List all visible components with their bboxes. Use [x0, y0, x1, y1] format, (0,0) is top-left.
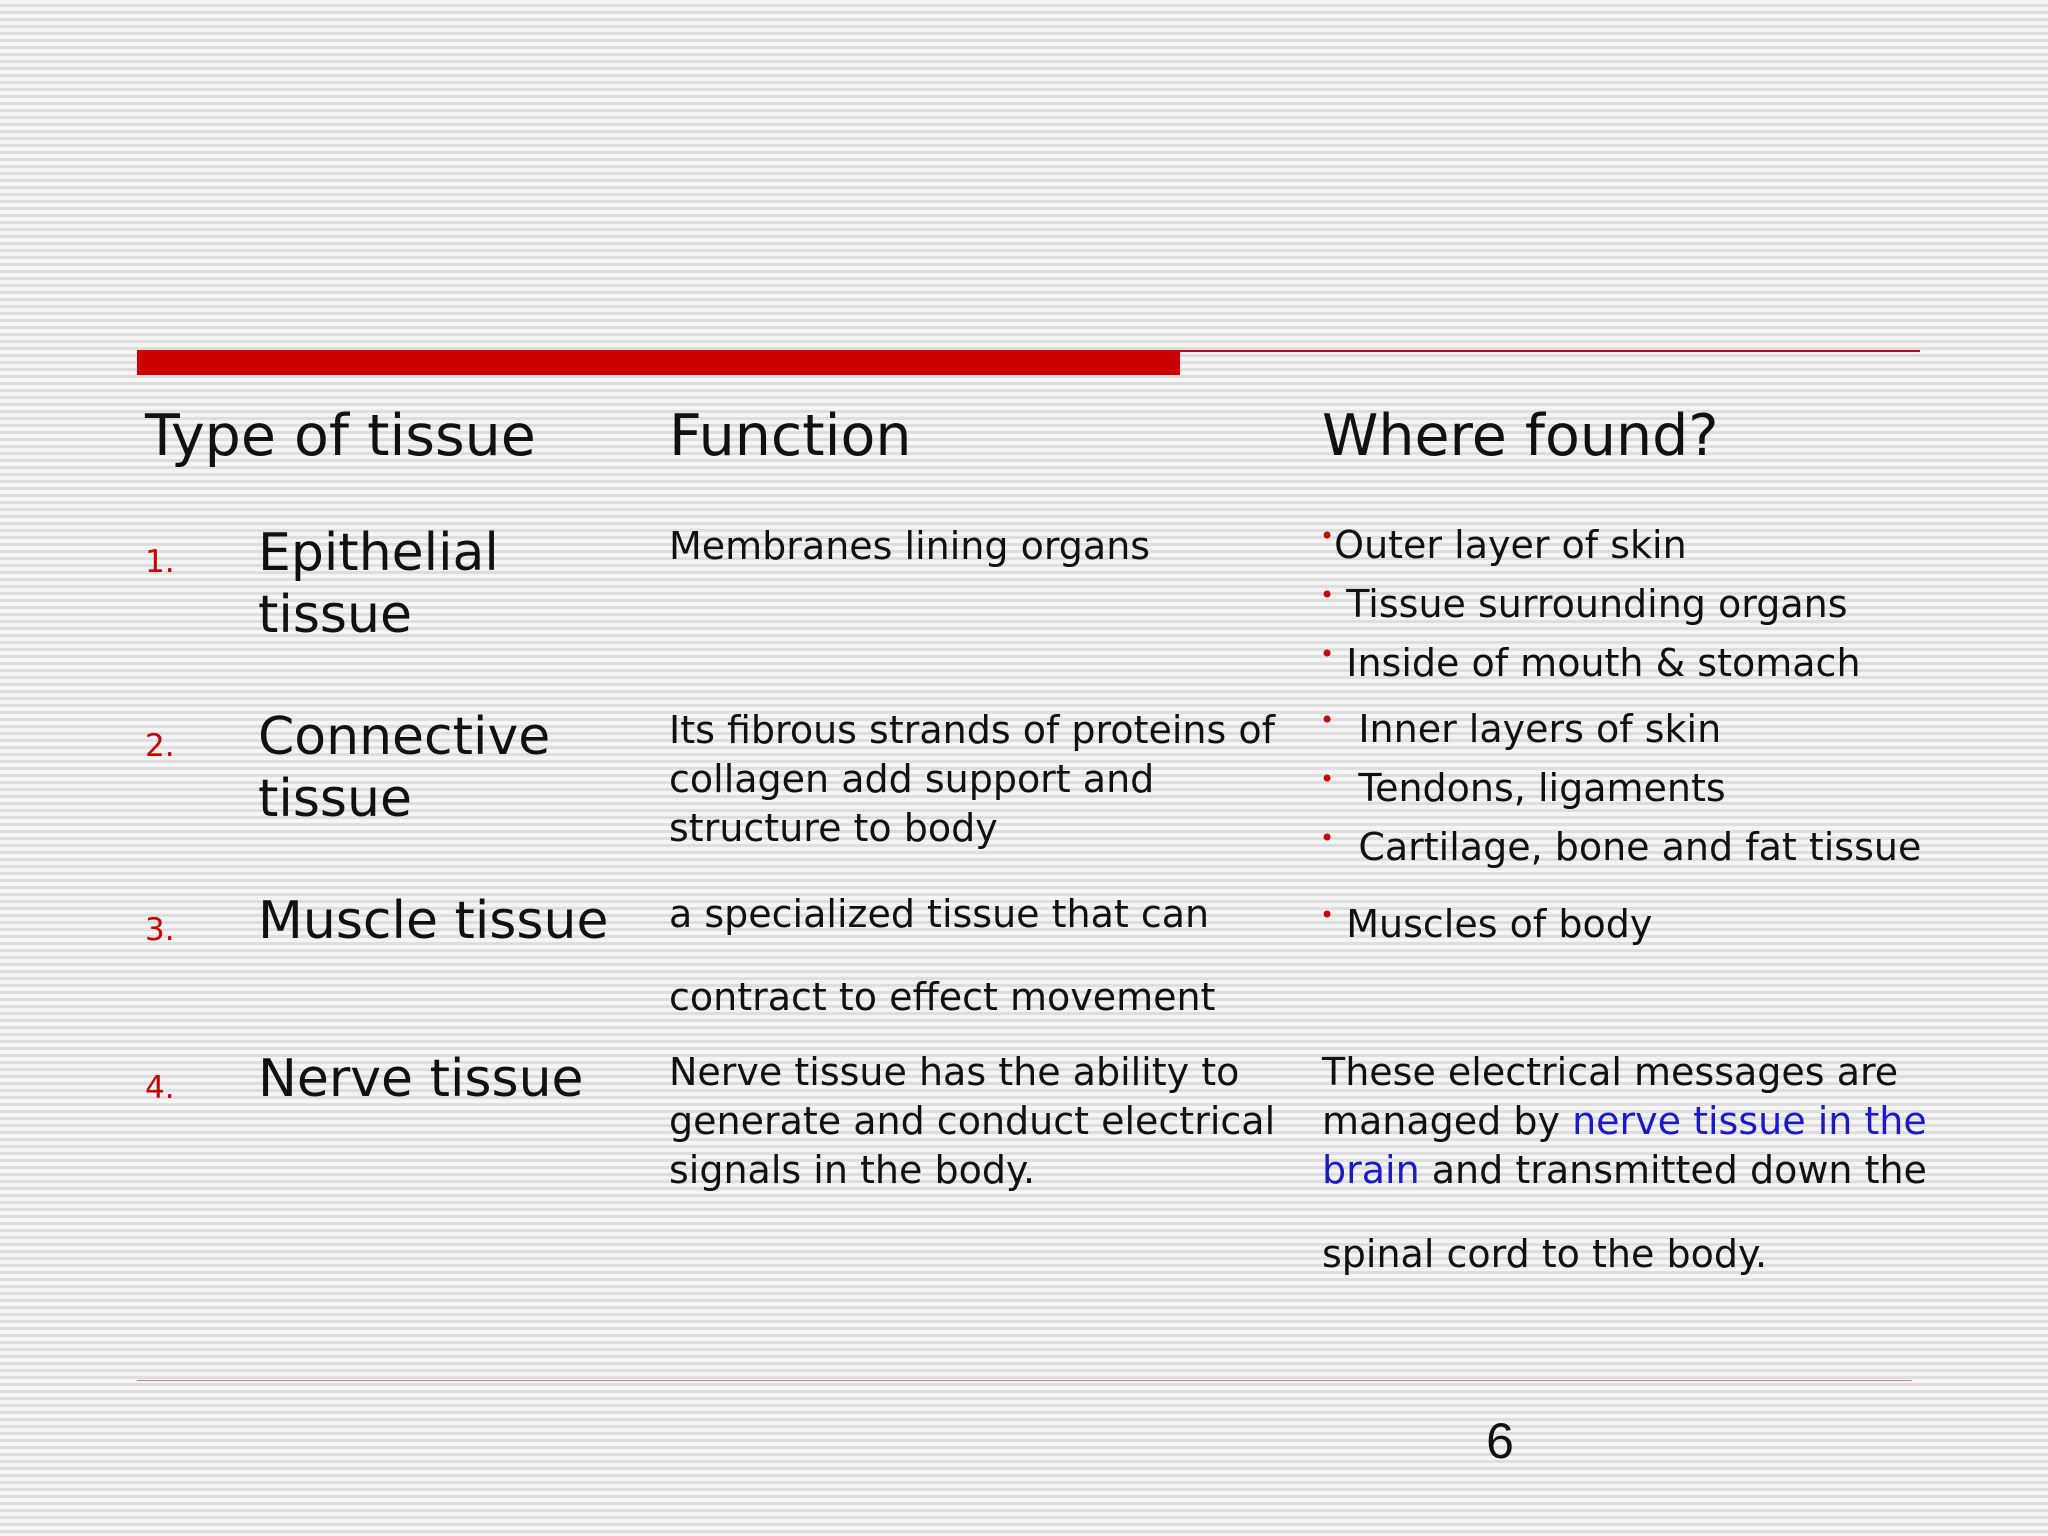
type-label: Muscle tissue [258, 891, 609, 951]
type-number: 2. [145, 728, 175, 764]
title-accent-bar [137, 350, 1180, 375]
list-item [1320, 700, 1921, 759]
list-item [1320, 818, 1921, 877]
type-label: Nerve tissue [258, 1049, 584, 1109]
where-item-text: Cartilage, bone and fat tissue [1358, 825, 1922, 869]
list-item [1320, 895, 1652, 954]
type-label: Connective tissue [258, 707, 551, 829]
bullet-icon: • [1320, 901, 1335, 929]
header-where-found: Where found? [1322, 403, 1719, 469]
bullet-icon: • [1320, 765, 1335, 793]
type-number: 4. [145, 1070, 175, 1106]
list-item [1320, 575, 1861, 634]
function-muscle-line1: a specialized tissue that can [669, 892, 1210, 936]
where-item-text: Muscles of body [1346, 902, 1653, 946]
where-list-epithelial [1320, 516, 1861, 693]
type-number: 1. [145, 544, 175, 580]
type-number: 3. [145, 912, 175, 948]
title-accent-line [1180, 350, 1920, 352]
header-function: Function [669, 403, 912, 469]
where-nerve-text-after: and transmitted down the [1419, 1148, 1927, 1192]
where-item-text: Tissue surrounding organs [1346, 582, 1848, 626]
list-item [1320, 759, 1921, 818]
bullet-icon: • [1320, 581, 1335, 609]
where-item-text: Outer layer of skin [1334, 523, 1687, 567]
type-label: Epithelial tissue [258, 523, 499, 645]
list-item [1320, 516, 1861, 575]
function-epithelial: Membranes lining organs [669, 524, 1151, 568]
where-nerve-text-before: These electrical messages are managed by [1322, 1050, 1899, 1143]
where-nerve [1322, 1048, 1982, 1195]
function-connective: Its fibrous strands of proteins of collagen add support and structure to body [669, 708, 1276, 850]
where-item-text: Inside of mouth & stomach [1346, 641, 1861, 685]
where-nerve-last-line: spinal cord to the body. [1322, 1232, 1768, 1276]
list-item [1320, 634, 1861, 693]
function-muscle-line2: contract to effect movement [669, 975, 1216, 1019]
where-list-connective [1320, 700, 1921, 877]
page-number: 6 [1486, 1413, 1514, 1469]
bullet-icon: • [1320, 522, 1335, 550]
where-item-text: Inner layers of skin [1358, 707, 1722, 751]
footer-divider [137, 1380, 1912, 1381]
header-type-of-tissue: Type of tissue [145, 403, 536, 469]
bullet-icon: • [1320, 824, 1335, 852]
bullet-icon: • [1320, 640, 1335, 668]
function-nerve: Nerve tissue has the ability to generate and conduct electrical signals in the body. [669, 1050, 1276, 1192]
where-item-text: Tendons, ligaments [1358, 766, 1726, 810]
bullet-icon: • [1320, 706, 1335, 734]
where-nerve-highlight: nerve tissue in the brain [1322, 1099, 1927, 1192]
where-list-muscle [1320, 895, 1652, 954]
